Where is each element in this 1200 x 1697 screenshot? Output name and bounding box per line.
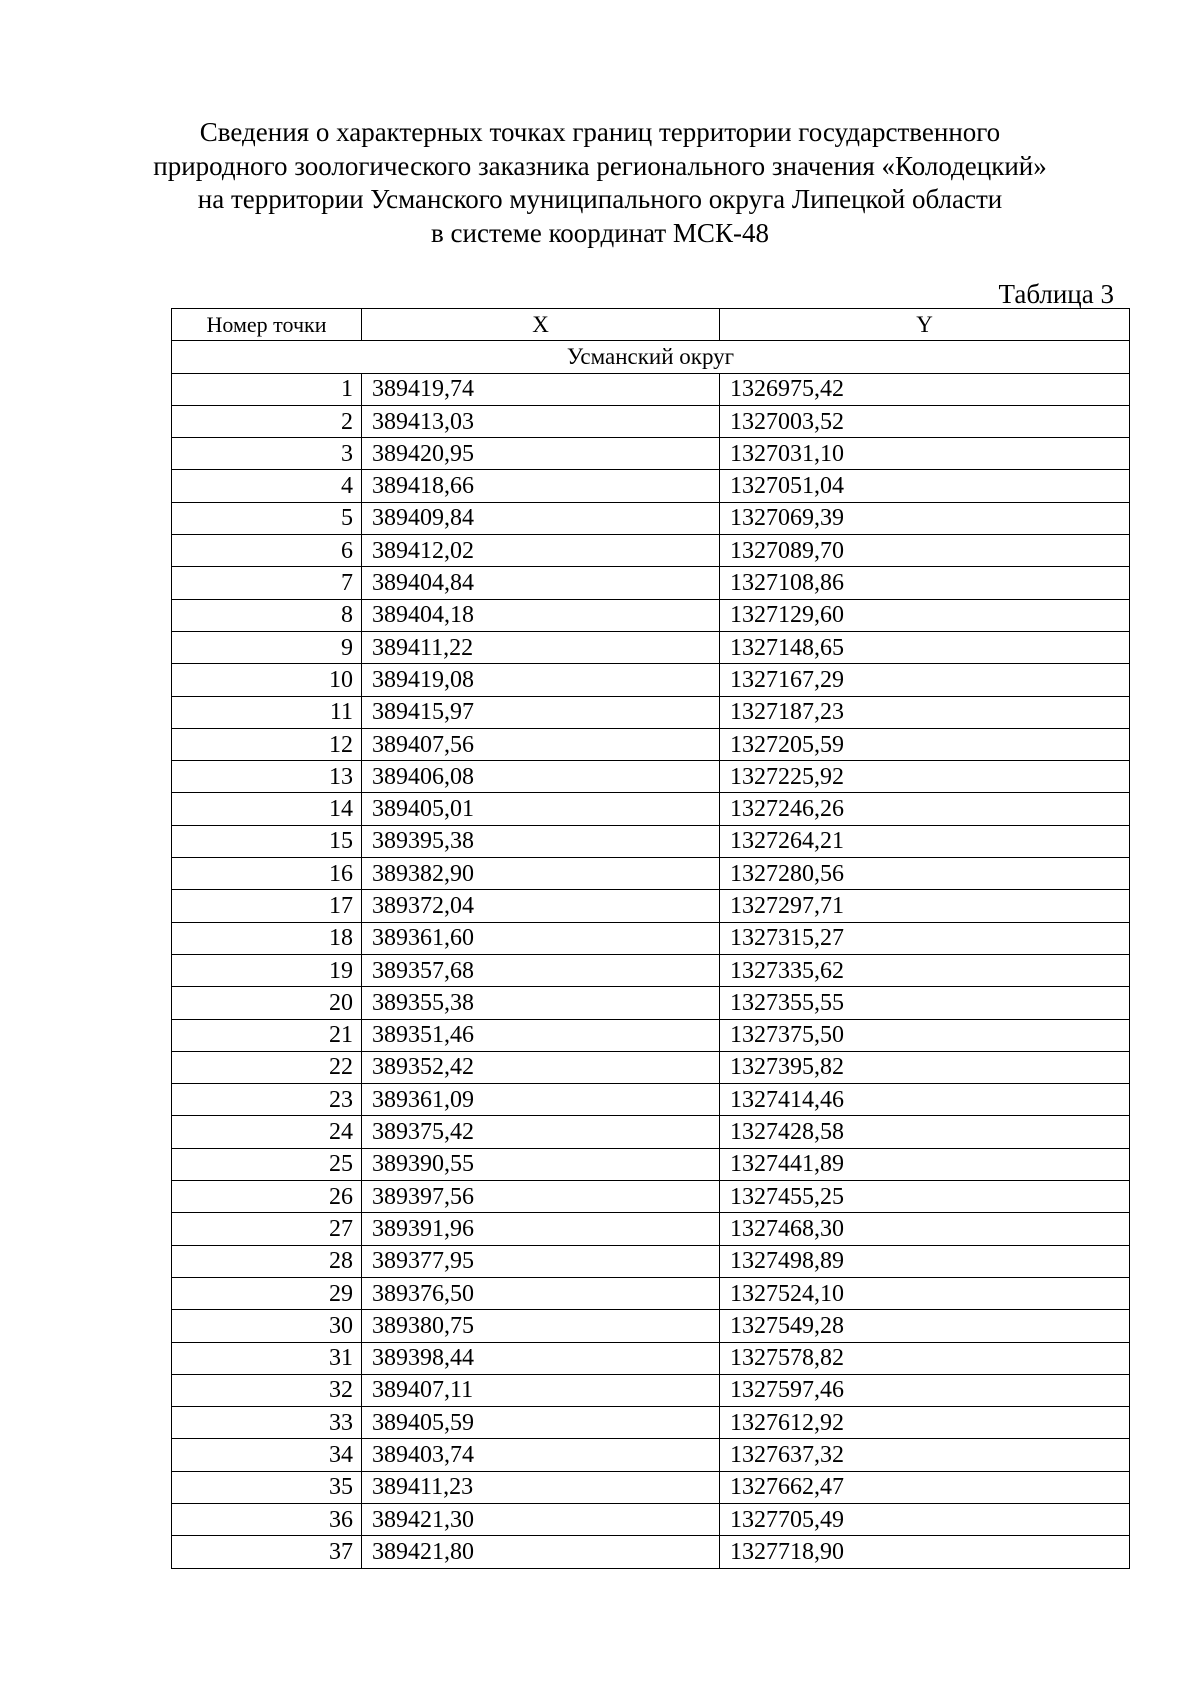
x-coordinate-cell: 389375,42 xyxy=(362,1116,720,1148)
y-coordinate-cell: 1327051,04 xyxy=(720,470,1130,502)
y-coordinate-cell: 1327089,70 xyxy=(720,535,1130,567)
point-number-cell: 32 xyxy=(172,1374,362,1406)
x-coordinate-cell: 389372,04 xyxy=(362,890,720,922)
table-row xyxy=(172,1439,1130,1471)
point-number-cell: 11 xyxy=(172,696,362,728)
x-coordinate-cell: 389415,97 xyxy=(362,696,720,728)
point-number-cell: 34 xyxy=(172,1439,362,1471)
point-number-cell: 8 xyxy=(172,599,362,631)
table-row xyxy=(172,1245,1130,1277)
y-coordinate-cell: 1327246,26 xyxy=(720,793,1130,825)
coordinates-table xyxy=(171,308,1130,1569)
y-coordinate-cell: 1326975,42 xyxy=(720,373,1130,405)
x-coordinate-cell: 389421,30 xyxy=(362,1503,720,1535)
x-coordinate-cell: 389357,68 xyxy=(362,954,720,986)
point-number-cell: 7 xyxy=(172,567,362,599)
table-row xyxy=(172,1342,1130,1374)
document-title xyxy=(150,116,1050,250)
table-row xyxy=(172,1148,1130,1180)
y-coordinate-cell: 1327167,29 xyxy=(720,664,1130,696)
point-number-cell: 29 xyxy=(172,1277,362,1309)
x-coordinate-cell: 389409,84 xyxy=(362,502,720,534)
point-number-cell: 18 xyxy=(172,922,362,954)
y-coordinate-cell: 1327003,52 xyxy=(720,405,1130,437)
table-row xyxy=(172,1084,1130,1116)
table-row xyxy=(172,793,1130,825)
point-number-cell: 23 xyxy=(172,1084,362,1116)
table-row xyxy=(172,922,1130,954)
point-number-cell: 5 xyxy=(172,502,362,534)
x-coordinate-cell: 389405,01 xyxy=(362,793,720,825)
y-coordinate-cell: 1327031,10 xyxy=(720,438,1130,470)
point-number-cell: 30 xyxy=(172,1310,362,1342)
table-row xyxy=(172,1116,1130,1148)
table-row xyxy=(172,405,1130,437)
point-number-cell: 33 xyxy=(172,1407,362,1439)
table-row xyxy=(172,696,1130,728)
y-coordinate-cell: 1327662,47 xyxy=(720,1471,1130,1503)
table-row xyxy=(172,1051,1130,1083)
y-coordinate-cell: 1327335,62 xyxy=(720,954,1130,986)
y-coordinate-cell: 1327428,58 xyxy=(720,1116,1130,1148)
point-number-cell: 1 xyxy=(172,373,362,405)
point-number-cell: 4 xyxy=(172,470,362,502)
section-title: Усманский округ xyxy=(172,341,1130,373)
y-coordinate-cell: 1327414,46 xyxy=(720,1084,1130,1116)
point-number-cell: 21 xyxy=(172,1019,362,1051)
point-number-cell: 13 xyxy=(172,761,362,793)
table-row xyxy=(172,1213,1130,1245)
x-coordinate-cell: 389404,84 xyxy=(362,567,720,599)
y-coordinate-cell: 1327549,28 xyxy=(720,1310,1130,1342)
x-coordinate-cell: 389418,66 xyxy=(362,470,720,502)
x-coordinate-cell: 389398,44 xyxy=(362,1342,720,1374)
y-coordinate-cell: 1327637,32 xyxy=(720,1439,1130,1471)
x-coordinate-cell: 389391,96 xyxy=(362,1213,720,1245)
table-row xyxy=(172,1471,1130,1503)
title-line-3: на территории Усманского муниципального округа Липецкой области xyxy=(197,184,1003,214)
y-coordinate-cell: 1327205,59 xyxy=(720,728,1130,760)
y-coordinate-cell: 1327148,65 xyxy=(720,631,1130,663)
x-coordinate-cell: 389355,38 xyxy=(362,987,720,1019)
point-number-cell: 6 xyxy=(172,535,362,567)
table-row xyxy=(172,1019,1130,1051)
point-number-cell: 17 xyxy=(172,890,362,922)
y-coordinate-cell: 1327280,56 xyxy=(720,858,1130,890)
y-coordinate-cell: 1327225,92 xyxy=(720,761,1130,793)
x-coordinate-cell: 389413,03 xyxy=(362,405,720,437)
y-coordinate-cell: 1327315,27 xyxy=(720,922,1130,954)
table-row xyxy=(172,1374,1130,1406)
x-coordinate-cell: 389395,38 xyxy=(362,825,720,857)
point-number-cell: 25 xyxy=(172,1148,362,1180)
table-row xyxy=(172,890,1130,922)
column-header-point-number: Номер точки xyxy=(172,309,362,341)
table-row xyxy=(172,631,1130,663)
y-coordinate-cell: 1327108,86 xyxy=(720,567,1130,599)
table-header-row xyxy=(172,309,1130,341)
x-coordinate-cell: 389421,80 xyxy=(362,1536,720,1568)
point-number-cell: 15 xyxy=(172,825,362,857)
y-coordinate-cell: 1327129,60 xyxy=(720,599,1130,631)
y-coordinate-cell: 1327578,82 xyxy=(720,1342,1130,1374)
point-number-cell: 2 xyxy=(172,405,362,437)
y-coordinate-cell: 1327264,21 xyxy=(720,825,1130,857)
table-row xyxy=(172,954,1130,986)
y-coordinate-cell: 1327297,71 xyxy=(720,890,1130,922)
point-number-cell: 27 xyxy=(172,1213,362,1245)
y-coordinate-cell: 1327069,39 xyxy=(720,502,1130,534)
table-row xyxy=(172,1503,1130,1535)
x-coordinate-cell: 389377,95 xyxy=(362,1245,720,1277)
title-line-2: природного зоологического заказника регионального значения «Колодецкий» xyxy=(153,150,1047,181)
y-coordinate-cell: 1327468,30 xyxy=(720,1213,1130,1245)
table-row xyxy=(172,470,1130,502)
point-number-cell: 3 xyxy=(172,438,362,470)
x-coordinate-cell: 389380,75 xyxy=(362,1310,720,1342)
y-coordinate-cell: 1327524,10 xyxy=(720,1277,1130,1309)
x-coordinate-cell: 389390,55 xyxy=(362,1148,720,1180)
point-number-cell: 20 xyxy=(172,987,362,1019)
table-row xyxy=(172,535,1130,567)
column-header-y: Y xyxy=(720,309,1130,341)
table-row xyxy=(172,567,1130,599)
point-number-cell: 14 xyxy=(172,793,362,825)
x-coordinate-cell: 389412,02 xyxy=(362,535,720,567)
x-coordinate-cell: 389403,74 xyxy=(362,1439,720,1471)
y-coordinate-cell: 1327441,89 xyxy=(720,1148,1130,1180)
title-line-1: Сведения о характерных точках границ территории государственного xyxy=(199,117,1001,147)
x-coordinate-cell: 389406,08 xyxy=(362,761,720,793)
table-row xyxy=(172,599,1130,631)
column-header-x: X xyxy=(362,309,720,341)
table-row xyxy=(172,1536,1130,1568)
point-number-cell: 36 xyxy=(172,1503,362,1535)
y-coordinate-cell: 1327612,92 xyxy=(720,1407,1130,1439)
x-coordinate-cell: 389382,90 xyxy=(362,858,720,890)
section-row xyxy=(172,341,1130,373)
table-row xyxy=(172,1407,1130,1439)
point-number-cell: 37 xyxy=(172,1536,362,1568)
point-number-cell: 35 xyxy=(172,1471,362,1503)
x-coordinate-cell: 389351,46 xyxy=(362,1019,720,1051)
y-coordinate-cell: 1327597,46 xyxy=(720,1374,1130,1406)
x-coordinate-cell: 389352,42 xyxy=(362,1051,720,1083)
table-row xyxy=(172,858,1130,890)
x-coordinate-cell: 389420,95 xyxy=(362,438,720,470)
y-coordinate-cell: 1327355,55 xyxy=(720,987,1130,1019)
x-coordinate-cell: 389411,23 xyxy=(362,1471,720,1503)
x-coordinate-cell: 389361,60 xyxy=(362,922,720,954)
y-coordinate-cell: 1327718,90 xyxy=(720,1536,1130,1568)
x-coordinate-cell: 389405,59 xyxy=(362,1407,720,1439)
point-number-cell: 19 xyxy=(172,954,362,986)
table-row xyxy=(172,664,1130,696)
point-number-cell: 24 xyxy=(172,1116,362,1148)
x-coordinate-cell: 389376,50 xyxy=(362,1277,720,1309)
x-coordinate-cell: 389407,56 xyxy=(362,728,720,760)
point-number-cell: 26 xyxy=(172,1181,362,1213)
table-row xyxy=(172,761,1130,793)
table-row xyxy=(172,728,1130,760)
table-caption: Таблица 3 xyxy=(998,279,1114,309)
table-row xyxy=(172,438,1130,470)
y-coordinate-cell: 1327455,25 xyxy=(720,1181,1130,1213)
table-row xyxy=(172,825,1130,857)
y-coordinate-cell: 1327705,49 xyxy=(720,1503,1130,1535)
point-number-cell: 10 xyxy=(172,664,362,696)
x-coordinate-cell: 389411,22 xyxy=(362,631,720,663)
point-number-cell: 9 xyxy=(172,631,362,663)
table-row xyxy=(172,987,1130,1019)
point-number-cell: 31 xyxy=(172,1342,362,1374)
point-number-cell: 16 xyxy=(172,858,362,890)
x-coordinate-cell: 389397,56 xyxy=(362,1181,720,1213)
table-row xyxy=(172,1277,1130,1309)
y-coordinate-cell: 1327375,50 xyxy=(720,1019,1130,1051)
x-coordinate-cell: 389419,08 xyxy=(362,664,720,696)
table-row xyxy=(172,1181,1130,1213)
table-row xyxy=(172,1310,1130,1342)
x-coordinate-cell: 389419,74 xyxy=(362,373,720,405)
point-number-cell: 12 xyxy=(172,728,362,760)
table-row xyxy=(172,373,1130,405)
x-coordinate-cell: 389407,11 xyxy=(362,1374,720,1406)
y-coordinate-cell: 1327395,82 xyxy=(720,1051,1130,1083)
title-line-4: в системе координат МСК-48 xyxy=(431,217,769,248)
y-coordinate-cell: 1327498,89 xyxy=(720,1245,1130,1277)
y-coordinate-cell: 1327187,23 xyxy=(720,696,1130,728)
point-number-cell: 28 xyxy=(172,1245,362,1277)
table-row xyxy=(172,502,1130,534)
x-coordinate-cell: 389404,18 xyxy=(362,599,720,631)
point-number-cell: 22 xyxy=(172,1051,362,1083)
x-coordinate-cell: 389361,09 xyxy=(362,1084,720,1116)
